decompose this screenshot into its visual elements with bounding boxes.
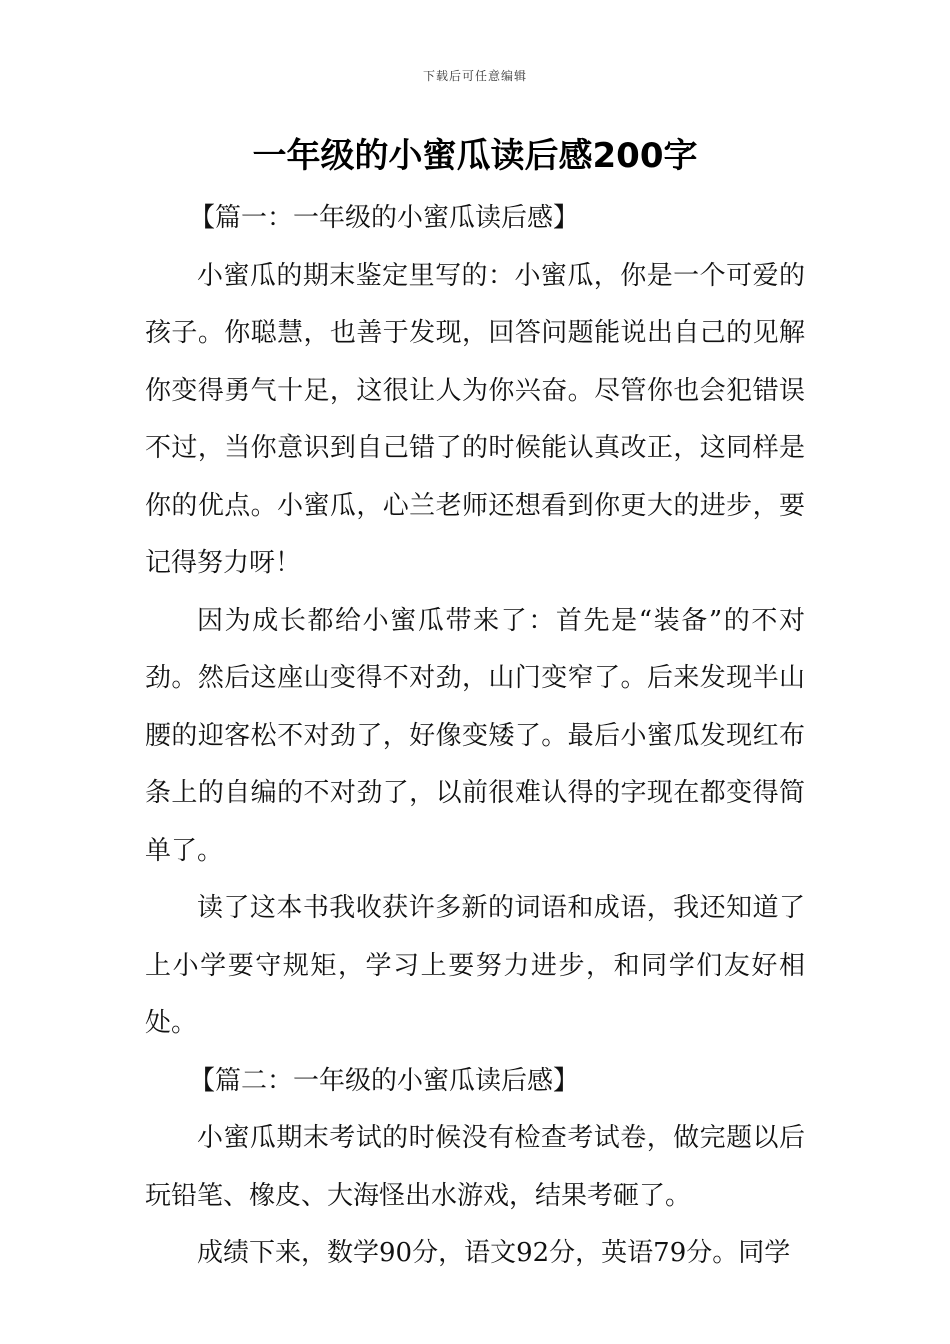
paragraph: 因为成长都给小蜜瓜带来了：首先是“装备”的不对劲。然后这座山变得不对劲，山门变窄了。后来发现半山腰的迎客松不对劲了，好像变矮了。最后小蜜瓜发现红布条上的自编的不对劲了，以前很难认得的字现在都变得简单了。 (145, 605, 805, 866)
paragraph: 成绩下来，数学90分，语文92分，英语79分。同学 (197, 1238, 791, 1268)
paragraph: 读了这本书我收获许多新的词语和成语，我还知道了上小学要守规矩，学习上要努力进步，和同学们友好相处。 (145, 893, 805, 1038)
paragraph: 小蜜瓜期末考试的时候没有检查考试卷，做完题以后玩铅笔、橡皮、大海怪出水游戏，结果考砸了。 (145, 1123, 805, 1211)
paragraph: 小蜜瓜的期末鉴定里写的：小蜜瓜，你是一个可爱的孩子。你聪慧，也善于发现，回答问题能说出自己的见解你变得勇气十足，这很让人为你兴奋。尽管你也会犯错误不过，当你意识到自己错了的时候能认真改正，这同样是你的优点。小蜜瓜，心兰老师还想看到你更大的进步，要记得努力呀！ (145, 260, 805, 578)
header-note: 下载后可任意编辑 (422, 69, 527, 83)
document-body (145, 190, 805, 1283)
section-heading-2: 【篇二：一年级的小蜜瓜读后感】 (189, 1065, 580, 1096)
document-title: 一年级的小蜜瓜读后感200字 (252, 136, 698, 176)
section-heading-1: 【篇一：一年级的小蜜瓜读后感】 (189, 203, 580, 233)
